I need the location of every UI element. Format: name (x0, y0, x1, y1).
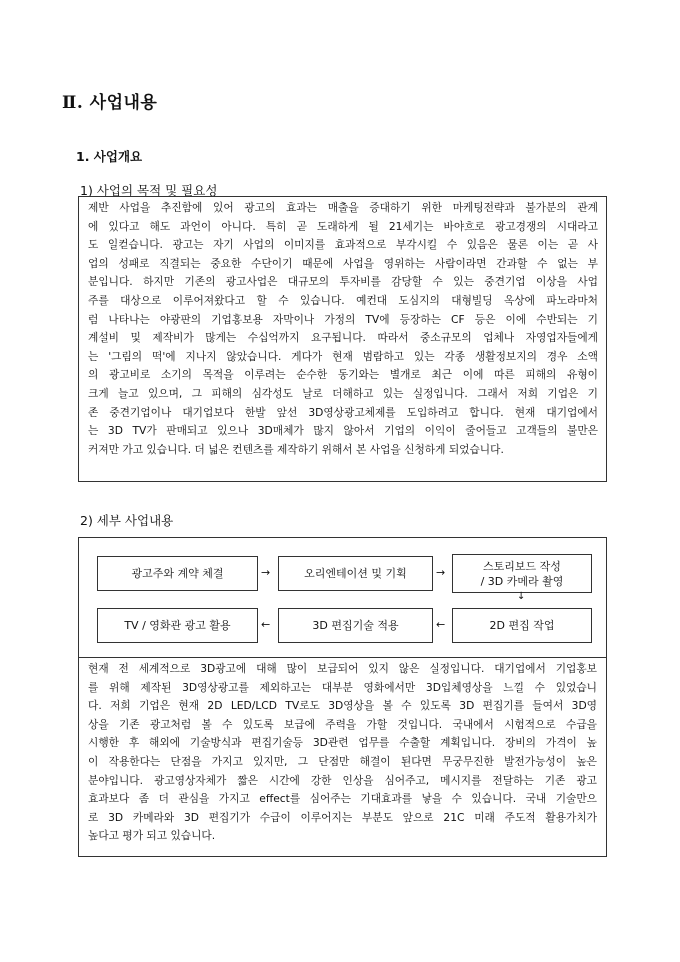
text-line: 분입니다. 하지만 기존의 광고사업은 대규모의 투자비를 감당할 수 있는 중견기업 이상을 사업 (88, 275, 598, 289)
text-line: 는 3D TV가 판매되고 있으나 3D매체가 많지 않아서 기업의 이익이 줄어들고 고객들의 불만은 (88, 424, 598, 438)
flow-step-orientation (278, 556, 433, 591)
text-line: 커져만 가고 있습니다. 더 넓은 컨텐츠를 제작하기 위해서 본 사업을 신청하게 되었습니다. (88, 442, 504, 456)
flow-step-contract (97, 556, 258, 591)
subsection-title: 1. 사업개요 (76, 149, 143, 164)
text-line: 제반 사업을 추진함에 있어 광고의 효과는 매출을 증대하기 위한 마케팅전략과 불가분의 관계 (88, 201, 598, 214)
flow-step-3d-editing (278, 608, 433, 643)
arrow-left-1: ← (261, 618, 271, 631)
text-line: 로 3D 카메라와 3D 편집기가 수급이 이루어지는 부분도 앞으로 21C 미래 주도적 활용가치가 (88, 810, 597, 824)
text-line: 에 있다고 해도 과언이 아니다. 특히 곧 도래하게 될 21세기는 바야흐로 광고경쟁의 시대라고 (88, 219, 598, 233)
text-line: 주를 대상으로 이루어져왔다고 할 수 있습니다. 예컨대 도심지의 대형빌딩 옥상에 파노라마처 (88, 293, 598, 307)
flow-step-orientation-label: 오리엔테이션 및 기획 (304, 567, 407, 580)
flow-step-2d-editing-label: 2D 편집 작업 (489, 619, 555, 632)
item2-title: 2) 세부 사업내용 (80, 513, 174, 528)
text-line: 도 일컫습니다. 광고는 자기 사업의 이미지를 효과적으로 부각시킬 수 있음은 물론 이는 곧 사 (88, 238, 598, 252)
arrow-right-1: → (261, 566, 271, 579)
text-line: 계설비 및 제작비가 많게는 수십억까지 요구됩니다. 따라서 중소규모의 업체나 자영업자들에게 (88, 331, 598, 345)
arrow-down: ↓ (517, 591, 526, 602)
flow-step-storyboard (452, 554, 592, 593)
flow-step-tv-cinema-label: TV / 영화관 광고 활용 (124, 619, 231, 632)
section-title: Ⅱ. 사업내용 (62, 93, 158, 113)
flow-step-3d-editing-label: 3D 편집기술 적용 (312, 619, 399, 632)
text-line: 업의 성패로 직결되는 중요한 수단이기 때문에 사업을 영위하는 사람이라면 간과할 수 없는 부 (88, 256, 598, 270)
text-line: 효과보다 좀 더 관심을 가지고 effect를 심어주는 기대효과를 낳을 수 있습니다. 국내 기술만으 (88, 792, 597, 806)
arrow-right-2: → (436, 566, 446, 579)
process-flow-diagram (79, 538, 606, 658)
text-line: 의 광고비로 소기의 목적을 이루려는 순수한 동기와는 별개로 최근 이에 따른 피해의 유형이 (88, 368, 598, 382)
text-line: 를 위해 제작된 3D영상광고를 제외하고는 대부분 영화에서만 3D입체영상을 느낄 수 있었습니 (88, 680, 597, 694)
item1-title: 1) 사업의 목적 및 필요성 (80, 183, 218, 198)
text-line: 럼 나타나는 야광판의 기업홍보용 자막이나 가정의 TV에 등장하는 CF 등은 이에 수반되는 기 (88, 312, 598, 326)
arrow-left-2: ← (436, 618, 446, 631)
text-line: 다. 저희 기업은 현재 2D LED/LCD TV로도 3D영상을 볼 수 있도록 3D 편집기를 들여서 3D영 (88, 699, 597, 713)
text-line: 현재 전 세계적으로 3D광고에 대해 많이 보급되어 있지 않은 실정입니다. 대기업에서 기업홍보 (88, 662, 597, 675)
purpose-text-box (78, 196, 607, 482)
flow-step-contract-label: 광고주와 계약 체결 (131, 567, 224, 580)
detail-paragraph (88, 660, 597, 846)
flow-step-tv-cinema (97, 608, 258, 643)
text-line: 시행한 후 해외에 기술방식과 편집기술등 3D관련 업무를 수출할 계획입니다. 장비의 가격이 높 (88, 736, 597, 750)
detail-box (78, 537, 607, 857)
text-line: 는 '그림의 떡'에 지나지 않았습니다. 게다가 현재 범람하고 있는 각종 생활정보지의 경우 소액 (88, 349, 598, 363)
text-line: 존 중견기업이나 대기업보다 한발 앞선 3D영상광고체제를 도입하려고 합니다. 현재 대기업에서 (88, 405, 598, 419)
text-line: 분야입니다. 광고영상자체가 짧은 시간에 강한 인상을 심어주고, 메시지를 전달하는 기존 광고 (88, 773, 597, 787)
flow-step-storyboard-line1: 스토리보드 작성 (483, 559, 561, 573)
flow-step-storyboard-line2: / 3D 카메라 촬영 (480, 574, 564, 588)
text-line: 크게 늘고 있으며, 그 피해의 심각성도 날로 더해하고 있는 실정입니다. 그래서 저희 기업은 기 (88, 386, 598, 400)
text-line: 상을 기존 광고처럼 볼 수 있도록 보급에 주력을 가할 것입니다. 국내에서 시험적으로 수급을 (88, 717, 597, 731)
text-line: 이 작용한다는 단점을 가지고 있지만, 그 단점만 해결이 된다면 무궁무진한 발전가능성이 높은 (88, 754, 597, 768)
text-line: 높다고 평가 되고 있습니다. (88, 829, 216, 843)
purpose-paragraph (88, 199, 598, 459)
flow-step-2d-editing (452, 608, 592, 643)
